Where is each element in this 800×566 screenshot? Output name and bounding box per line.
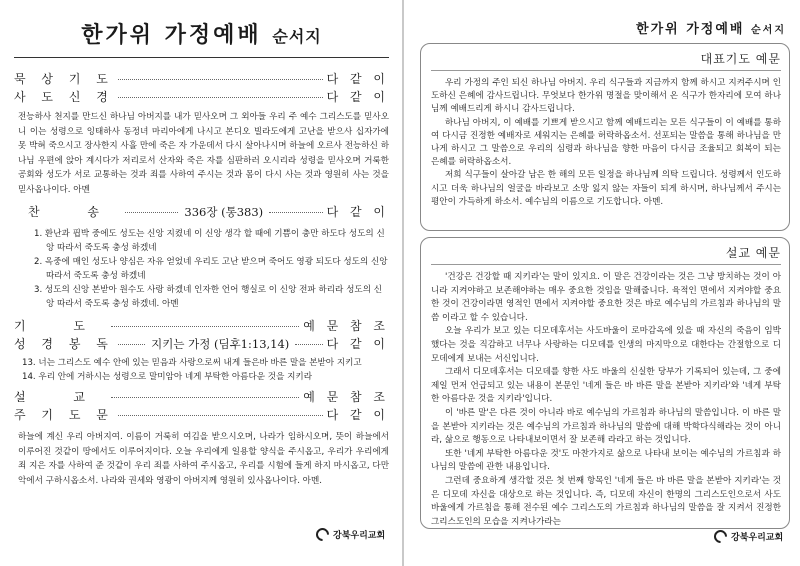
scripture-verses bbox=[22, 356, 389, 384]
church-name: 강북우리교회 bbox=[731, 533, 784, 543]
order-row-sermon bbox=[14, 388, 389, 406]
hymn-lyrics bbox=[34, 227, 389, 311]
page-title bbox=[14, 18, 389, 49]
hymn-verse: 1. 환난과 핍박 중에도 성도는 신앙 지켰네 이 신앙 생각 할 때에 기쁨이 충만 하도다 성도의 신앙 따라서 죽도록 충성 하겠네 bbox=[34, 229, 385, 253]
order-response: 다 같 이 bbox=[326, 72, 389, 86]
church-logo bbox=[316, 528, 385, 541]
paragraph: 그런데 중요하게 생각할 것은 첫 번째 항목인 '네게 들은 바 바른 말을 본받아 지키라'는 것은 디모데 자신을 대상으로 하는 것입니다. 즉, 디모데 자신이 한명의 그리스도인으로서 사도바울에게 가르침을 통해 전수된 예수 그리스도의 가르침과 하나님의 말씀을 잘 지켜서 진정한 그리스도인의 모습을 지켜나가라는 bbox=[431, 475, 781, 527]
order-label: 설 교 bbox=[14, 390, 107, 404]
order-response: 예 문 참 조 bbox=[303, 390, 389, 404]
paragraph: 또한 '네게 부탁한 아름다운 것'도 마찬가지로 삶으로 나타내 보이는 예수님의 가르침과 하나님의 말씀에 관한 내용입니다. bbox=[431, 448, 781, 473]
order-label: 묵 상 기 도 bbox=[14, 72, 114, 86]
title-text: 한가위 가정예배 bbox=[81, 22, 262, 48]
sermon-example-box bbox=[420, 237, 790, 529]
order-response: 다 같 이 bbox=[326, 90, 389, 104]
dot-leader bbox=[118, 344, 145, 345]
dot-leader bbox=[118, 79, 323, 80]
title-text: 한가위 가정예배 bbox=[636, 22, 745, 37]
church-logo bbox=[714, 530, 783, 543]
title-suffix: 순서지 bbox=[751, 25, 786, 36]
order-label: 찬 송 bbox=[28, 205, 121, 219]
dot-leader bbox=[269, 212, 322, 213]
hymn-verse: 2. 옥중에 매인 성도나 양심은 자유 얻었네 우리도 고난 받으며 죽어도 영광 되도다 성도의 신앙 따라서 죽도록 충성 하겠네 bbox=[34, 257, 388, 281]
dot-leader bbox=[111, 397, 299, 398]
order-label: 사 도 신 경 bbox=[14, 90, 114, 104]
prayer-example-box bbox=[420, 43, 790, 231]
box-heading: 설교 예문 bbox=[431, 244, 781, 265]
paragraph: 우리 가정의 주인 되신 하나님 아버지. 우리 식구들과 지금까지 함께 하시고 지켜주시며 인도하신 은혜에 감사드립니다. 무엇보다 한가위 명절을 맞이해서 온 식구가 한자리에 모여 하나님께 예배드리게 하시니 감사드립니다. bbox=[431, 78, 781, 115]
title-divider bbox=[14, 57, 389, 58]
order-row-hymn bbox=[14, 203, 389, 221]
paragraph: 그래서 디모데후서는 디모데를 향한 사도 바울의 신실한 당부가 기록되어 있는데, 그 중에 제일 먼저 언급되고 있는 내용이 본문인 '네게 들은 바 바른 말을 본받아 지키라'와 '네게 부탁한 아름다운 것을 지키라'입니다. bbox=[431, 367, 781, 405]
verse: 14. 우리 안에 거하시는 성령으로 말미암아 네게 부탁한 아름다운 것을 지키라 bbox=[22, 372, 313, 382]
running-title bbox=[420, 18, 786, 37]
verse: 13. 너는 그리스도 예수 안에 있는 믿음과 사랑으로써 내게 들은바 바른 말을 본받아 지키고 bbox=[22, 358, 362, 368]
reading-title: 지키는 가정 (딤후1:13,14) bbox=[151, 337, 290, 351]
order-label: 기 도 bbox=[14, 319, 107, 333]
apostles-creed-text: 전능하사 천지를 만드신 하나님 아버지를 내가 믿사오며 그 외아들 우리 주 예수 그리스도를 믿사오니 이는 성령으로 잉태하사 동정녀 마리아에게 나시고 본디오 빌라도에게 고난을 받으사 십자가에 못 박혀 죽으시고 장사한지 사흘 만에 죽은 자 가운데서 다시 살아나시며 하늘에 오르사 전능하신 하나님 우편에 앉아 계시다가 저리로서 산자와 죽은 자를 심판하러 오시리라 성령을 믿사오며 거룩한 공회와 성도가 서로 교통하는 것과 죄를 사하여 주시는 것과 몸이 다시 사는 것과 영원히 사는 것을 믿사옵나이다. 아멘 bbox=[18, 112, 389, 195]
dot-leader bbox=[125, 212, 178, 213]
paragraph: 저희 식구들이 살아갈 남은 한 해의 모든 일정을 하나님께 의탁 드립니다. 성령께서 인도하시고 더욱 하나님의 얼굴을 바라보고 소망 잃지 않는 자들이 되게 하시며, 하나님께서 주시는 평안이 가득하게 하소서. 예수님의 이름으로 기도합니다. 아멘. bbox=[431, 170, 781, 207]
order-row-silent-prayer bbox=[14, 70, 389, 88]
order-row-creed bbox=[14, 88, 389, 106]
title-suffix: 순서지 bbox=[272, 27, 322, 46]
church-logo-icon bbox=[711, 527, 729, 545]
order-response: 다 같 이 bbox=[326, 205, 389, 219]
church-name: 강북우리교회 bbox=[333, 531, 386, 541]
order-row-reading bbox=[14, 335, 389, 353]
order-label: 성 경 봉 독 bbox=[14, 337, 114, 351]
right-page bbox=[404, 0, 800, 566]
order-row-lords-prayer bbox=[14, 406, 389, 424]
hymn-verse: 3. 성도의 신앙 본받아 원수도 사랑 하겠네 인자한 언어 행실로 이 신앙 전파 하리라 성도의 신앙 따라서 죽도록 충성 하겠네. 아멘 bbox=[34, 285, 383, 309]
order-response: 예 문 참 조 bbox=[303, 319, 389, 333]
paragraph: 이 '바른 말'은 다른 것이 아니라 바로 예수님의 가르침과 하나님의 말씀입니다. 이 바른 말을 본받아 지키라는 것은 예수님의 가르침과 하나님의 말씀에 대해 박학다식해라는 것이 아니라, 삶으로 행동으로 나타내보이면서 잘 보존해 라라고 하는 것입니다. bbox=[431, 407, 781, 446]
box-heading: 대표기도 예문 bbox=[431, 50, 781, 71]
paragraph: 하나님 아버지, 이 예배를 기쁘게 받으시고 함께 예배드리는 모든 식구들이 이 예배를 통하여 다시금 진정한 예배자로 세워지는 은혜를 허락하옵소서. 선포되는 말씀을 통해 하나님을 만나게 하시고 그 말씀으로 우리의 심령과 하나님을 향한 마음이 다시금 조율되고 회복이 되는 은혜를 허락하옵소서. bbox=[431, 117, 781, 168]
hymn-number: 336장 (통383) bbox=[184, 205, 264, 219]
paragraph: 오늘 우리가 보고 있는 디모데후서는 사도바울이 로마감옥에 있을 때 자신의 죽음이 임박했다는 것을 직감하고 너무나 사랑하는 디모데를 인생의 마지막으로 대한다는 간절함으로 디모데에게 보내는 서신입니다. bbox=[431, 326, 781, 364]
order-row-prayer bbox=[14, 317, 389, 335]
order-response: 다 같 이 bbox=[326, 337, 390, 351]
dot-leader bbox=[111, 326, 299, 327]
paragraph: '건강은 건강할 때 지키라'는 말이 있지요. 이 말은 건강이라는 것은 그냥 방치하는 것이 아니라 지켜야하고 보존해야하는 매우 중요한 것임을 말해줍니다. 육적인 면에서 지켜야할 중요한 것이 건강이라면 영적인 면에서 지켜야할 중요한 것은 바로 예수님의 가르침과 하나님의 말씀 이라고 할 수 있습니다. bbox=[431, 272, 781, 323]
order-label: 주 기 도 문 bbox=[14, 408, 114, 422]
lords-prayer-text: 하늘에 계신 우리 아버지여. 이름이 거룩히 여김을 받으시오며, 나라가 임하시오며, 뜻이 하늘에서 이루어진 것같이 땅에서도 이루어지이다. 오늘 우리에게 일용할 양식을 주시옵고, 우리가 우리에게 죄 지은 자를 사하여 준 것같이 우리 죄를 사하여 주시옵고, 우리를 시험에 들게 하지 마시옵고, 다만 악에서 구하시옵소서. 나라와 권세와 영광이 아버지께 영원히 있사옵나이다. 아멘. bbox=[18, 432, 389, 486]
church-logo-icon bbox=[313, 525, 331, 543]
order-response: 다 같 이 bbox=[326, 408, 389, 422]
dot-leader bbox=[118, 97, 323, 98]
dot-leader bbox=[295, 344, 322, 345]
dot-leader bbox=[118, 415, 323, 416]
